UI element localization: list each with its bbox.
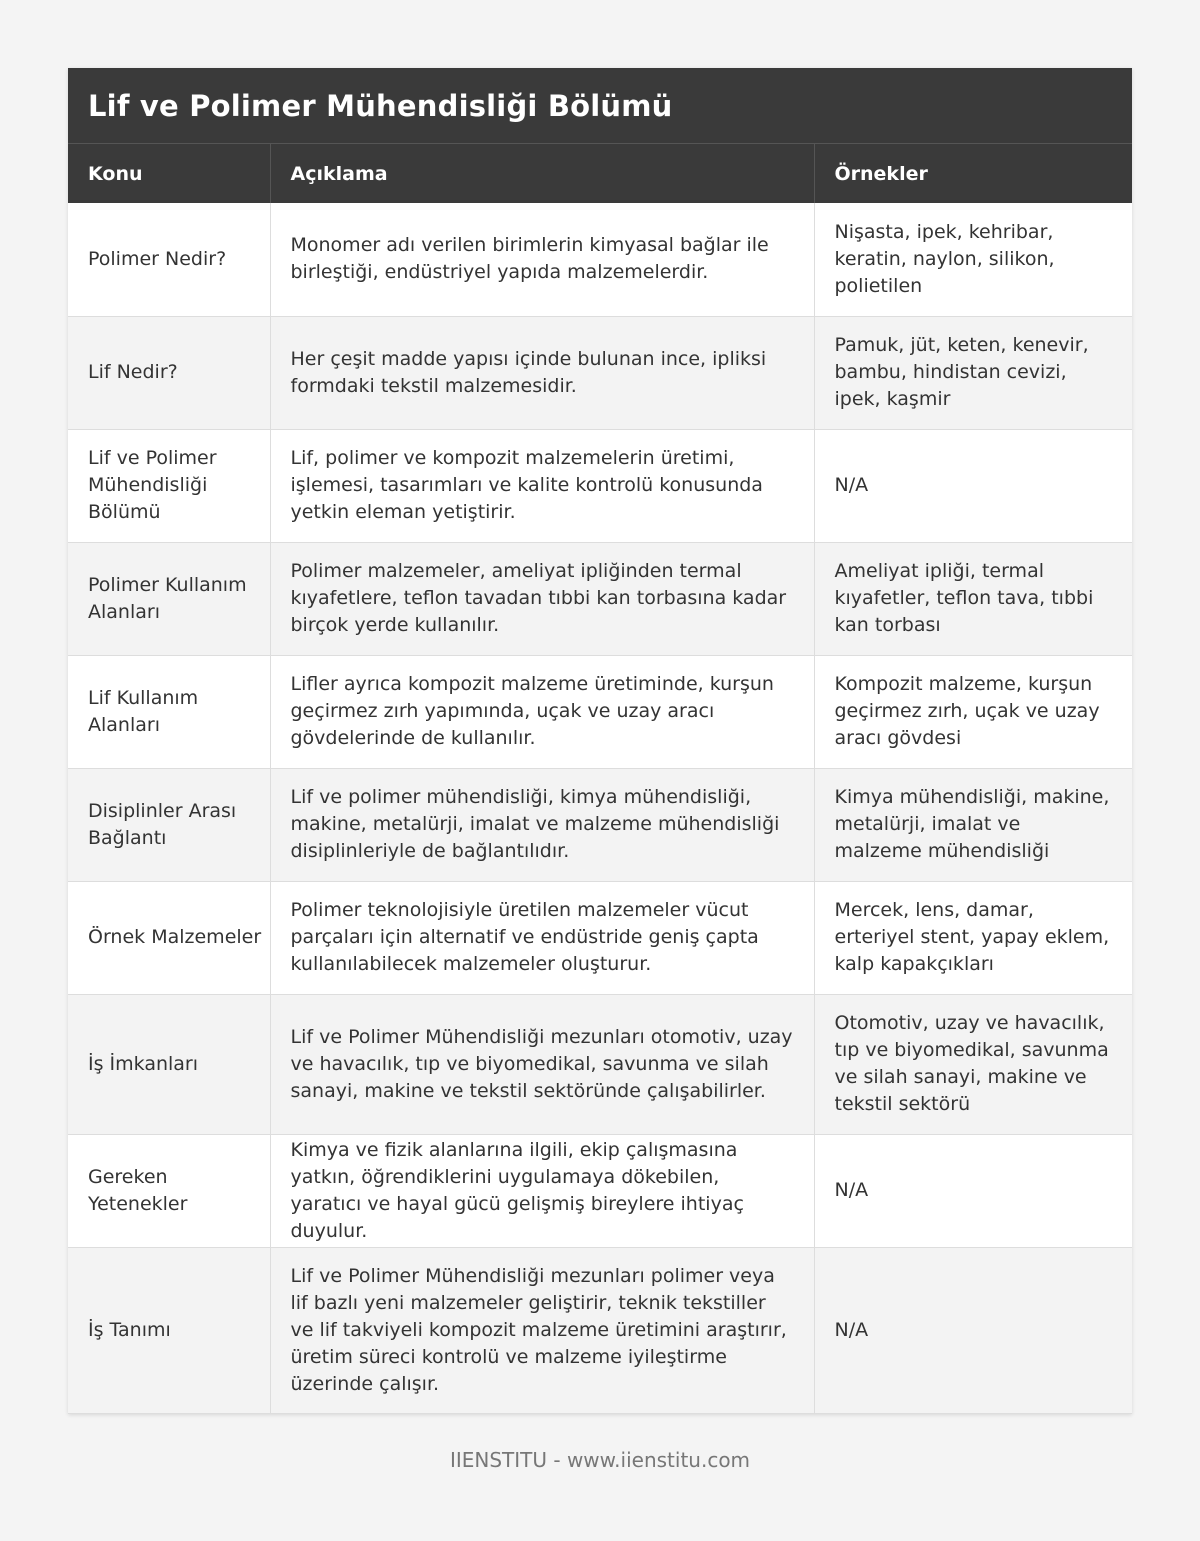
cell-aciklama: Polimer teknolojisiyle üretilen malzemeler vücut parçaları için alternatif ve endüstride geniş çapta kullanılabilecek malzemeler oluşturur. xyxy=(270,881,814,994)
table-row xyxy=(68,316,1132,429)
cell-aciklama: Lifler ayrıca kompozit malzeme üretiminde, kurşun geçirmez zırh yapımında, uçak ve uzay aracı gövdelerinde de kullanılır. xyxy=(270,655,814,768)
cell-ornekler: N/A xyxy=(814,429,1132,542)
cell-ornekler: Nişasta, ipek, kehribar, keratin, naylon, silikon, polietilen xyxy=(814,203,1132,316)
column-header-ornekler: Örnekler xyxy=(814,144,1132,203)
cell-aciklama: Polimer malzemeler, ameliyat ipliğinden termal kıyafetlere, teflon tavadan tıbbi kan torbasına kadar birçok yerde kullanılır. xyxy=(270,542,814,655)
cell-ornekler: Kimya mühendisliği, makine, metalürji, imalat ve malzeme mühendisliği xyxy=(814,768,1132,881)
page-title: Lif ve Polimer Mühendisliği Bölümü xyxy=(88,88,673,123)
table-row xyxy=(68,542,1132,655)
cell-ornekler: Kompozit malzeme, kurşun geçirmez zırh, uçak ve uzay aracı gövdesi xyxy=(814,655,1132,768)
table-row xyxy=(68,655,1132,768)
table-header-row xyxy=(68,144,1132,203)
cell-konu: Polimer Kullanım Alanları xyxy=(68,542,270,655)
cell-aciklama: Monomer adı verilen birimlerin kimyasal bağlar ile birleştiği, endüstriyel yapıda malzemelerdir. xyxy=(270,203,814,316)
column-header-konu: Konu xyxy=(68,144,270,203)
cell-aciklama: Lif, polimer ve kompozit malzemelerin üretimi, işlemesi, tasarımları ve kalite kontrolü konusunda yetkin eleman yetiştirir. xyxy=(270,429,814,542)
cell-aciklama: Kimya ve fizik alanlarına ilgili, ekip çalışmasına yatkın, öğrendiklerini uygulamaya dökebilen, yaratıcı ve hayal gücü gelişmiş bireylere ihtiyaç duyulur. xyxy=(270,1134,814,1247)
cell-aciklama: Lif ve Polimer Mühendisliği mezunları polimer veya lif bazlı yeni malzemeler geliştirir, teknik tekstiller ve lif takviyeli kompozit malzeme üretimini araştırır, üretim süreci kontrolü ve malzeme iyileştirme üzerinde çalışır. xyxy=(270,1247,814,1413)
column-header-aciklama: Açıklama xyxy=(270,144,814,203)
cell-aciklama: Lif ve polimer mühendisliği, kimya mühendisliği, makine, metalürji, imalat ve malzeme mühendisliği disiplinleriyle de bağlantılıdır. xyxy=(270,768,814,881)
cell-konu: Lif Nedir? xyxy=(68,316,270,429)
cell-ornekler: N/A xyxy=(814,1247,1132,1413)
cell-ornekler: Otomotiv, uzay ve havacılık, tıp ve biyomedikal, savunma ve silah sanayi, makine ve tekstil sektörü xyxy=(814,994,1132,1134)
table-row xyxy=(68,1247,1132,1413)
table-row xyxy=(68,994,1132,1134)
table-row xyxy=(68,881,1132,994)
cell-aciklama: Lif ve Polimer Mühendisliği mezunları otomotiv, uzay ve havacılık, tıp ve biyomedikal, savunma ve silah sanayi, makine ve tekstil sektöründe çalışabilirler. xyxy=(270,994,814,1134)
cell-konu: Örnek Malzemeler xyxy=(68,881,270,994)
table-row xyxy=(68,768,1132,881)
cell-aciklama: Her çeşit madde yapısı içinde bulunan ince, ipliksi formdaki tekstil malzemesidir. xyxy=(270,316,814,429)
table-row xyxy=(68,203,1132,316)
cell-konu: Polimer Nedir? xyxy=(68,203,270,316)
title-bar xyxy=(68,68,1132,144)
cell-konu: İş Tanımı xyxy=(68,1247,270,1413)
cell-ornekler: Pamuk, jüt, keten, kenevir, bambu, hindistan cevizi, ipek, kaşmir xyxy=(814,316,1132,429)
cell-ornekler: N/A xyxy=(814,1134,1132,1247)
cell-konu: İş İmkanları xyxy=(68,994,270,1134)
cell-konu: Disiplinler Arası Bağlantı xyxy=(68,768,270,881)
cell-konu: Gereken Yetenekler xyxy=(68,1134,270,1247)
content-card xyxy=(68,68,1132,1414)
cell-ornekler: Ameliyat ipliği, termal kıyafetler, teflon tava, tıbbi kan torbası xyxy=(814,542,1132,655)
cell-konu: Lif ve Polimer Mühendisliği Bölümü xyxy=(68,429,270,542)
cell-ornekler: Mercek, lens, damar, erteriyel stent, yapay eklem, kalp kapakçıkları xyxy=(814,881,1132,994)
info-table xyxy=(68,144,1132,1414)
table-row xyxy=(68,1134,1132,1247)
table-row xyxy=(68,429,1132,542)
cell-konu: Lif Kullanım Alanları xyxy=(68,655,270,768)
footer-credit: IIENSTITU - www.iienstitu.com xyxy=(449,1448,751,1472)
